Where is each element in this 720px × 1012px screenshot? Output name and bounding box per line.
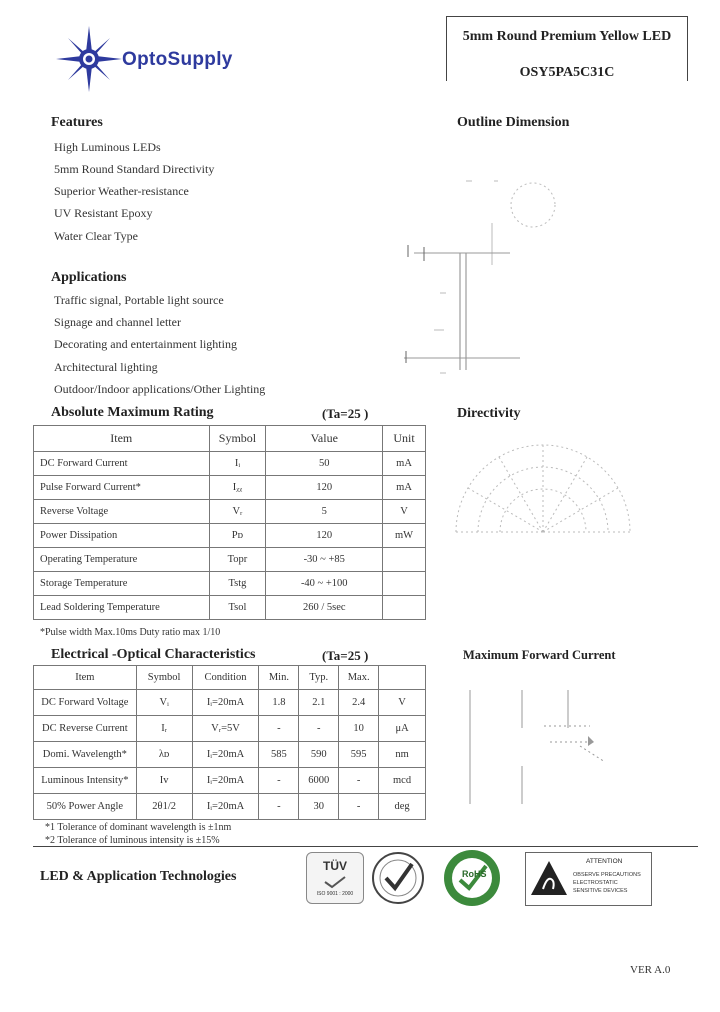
- tolerance-note-1: *1 Tolerance of dominant wavelength is ±1nm: [45, 822, 232, 833]
- check-icon: [323, 875, 347, 889]
- table-cell: nm: [379, 742, 426, 768]
- list-item: Decorating and entertainment lighting: [54, 337, 237, 351]
- table-cell: 6000: [299, 768, 339, 794]
- column-header: Item: [34, 426, 210, 452]
- table-cell: Iᵢ=20mA: [192, 794, 259, 820]
- title-box: [446, 16, 688, 81]
- table-cell: Topr: [209, 548, 266, 572]
- table-cell: Vᵣ: [209, 500, 266, 524]
- table-cell: Vᵣ=5V: [192, 716, 259, 742]
- column-header: Unit: [383, 426, 426, 452]
- electro-optical-table: [33, 665, 426, 820]
- column-header: Symbol: [136, 666, 192, 690]
- table-cell: mA: [383, 476, 426, 500]
- table-cell: 595: [339, 742, 379, 768]
- table-row: [34, 690, 426, 716]
- table-cell: λᴅ: [136, 742, 192, 768]
- table-cell: 2.4: [339, 690, 379, 716]
- table-cell: -40 ~ +100: [266, 572, 383, 596]
- table-row: [34, 524, 426, 548]
- abs-max-condition: (Ta=25 ): [322, 406, 369, 421]
- table-cell: deg: [379, 794, 426, 820]
- list-item: Outdoor/Indoor applications/Other Lighting: [54, 382, 266, 396]
- column-header: Symbol: [209, 426, 266, 452]
- table-cell: 1.8: [259, 690, 299, 716]
- table-cell: DC Forward Current: [34, 452, 210, 476]
- table-cell: mA: [383, 452, 426, 476]
- table-cell: 590: [299, 742, 339, 768]
- table-cell: Pulse Forward Current*: [34, 476, 210, 500]
- table-cell: Lead Soldering Temperature: [34, 596, 210, 620]
- rohs-label: RoHS: [462, 869, 487, 879]
- table-cell: -: [299, 716, 339, 742]
- directivity-chart: [448, 440, 638, 540]
- max-forward-heading: Maximum Forward Current: [463, 648, 616, 662]
- certification-badge-icon: [370, 850, 426, 906]
- table-cell: V: [383, 500, 426, 524]
- abs-max-table: [33, 425, 426, 620]
- part-number: OSY5PA5C31C: [519, 65, 615, 80]
- table-cell: Iᵢ=20mA: [192, 768, 259, 794]
- company-name: LED & Application Technologies: [40, 869, 237, 884]
- table-cell: DC Forward Voltage: [34, 690, 137, 716]
- table-cell: 260 / 5sec: [266, 596, 383, 620]
- table-cell: Tsol: [209, 596, 266, 620]
- footer-divider: [33, 846, 698, 847]
- electro-optical-condition: (Ta=25 ): [322, 648, 369, 663]
- table-cell: 585: [259, 742, 299, 768]
- attention-title: ATTENTION: [586, 858, 623, 865]
- outline-drawing: [400, 165, 600, 385]
- electro-optical-heading: Electrical -Optical Characteristics: [51, 647, 256, 662]
- table-cell: -: [259, 716, 299, 742]
- table-row: [34, 794, 426, 820]
- table-cell: 120: [266, 524, 383, 548]
- table-cell: 10: [339, 716, 379, 742]
- table-row: [34, 572, 426, 596]
- table-cell: Tstg: [209, 572, 266, 596]
- table-cell: Storage Temperature: [34, 572, 210, 596]
- table-cell: 50% Power Angle: [34, 794, 137, 820]
- table-header-row: [34, 426, 426, 452]
- max-forward-chart: [460, 680, 620, 810]
- table-cell: Pᴅ: [209, 524, 266, 548]
- logo-star-icon: [56, 26, 122, 92]
- version-label: VER A.0: [630, 964, 671, 976]
- table-cell: Power Dissipation: [34, 524, 210, 548]
- table-row: [34, 476, 426, 500]
- abs-max-heading: Absolute Maximum Rating: [51, 405, 214, 420]
- table-cell: Operating Temperature: [34, 548, 210, 572]
- table-row: [34, 596, 426, 620]
- tuv-badge: [306, 852, 364, 904]
- list-item: Superior Weather-resistance: [54, 184, 189, 198]
- table-cell: Iᵣ: [136, 716, 192, 742]
- list-item: Signage and channel letter: [54, 315, 181, 329]
- table-cell: -30 ~ +85: [266, 548, 383, 572]
- table-row: [34, 716, 426, 742]
- table-header-row: [34, 666, 426, 690]
- table-cell: DC Reverse Current: [34, 716, 137, 742]
- column-header: Value: [266, 426, 383, 452]
- list-item: High Luminous LEDs: [54, 140, 161, 154]
- table-cell: 5: [266, 500, 383, 524]
- attention-text: OBSERVE PRECAUTIONS ELECTROSTATIC SENSITIVE DEVICES: [573, 872, 641, 894]
- table-cell: 2.1: [299, 690, 339, 716]
- table-row: [34, 768, 426, 794]
- table-cell: [383, 572, 426, 596]
- table-cell: 30: [299, 794, 339, 820]
- column-header: Min.: [259, 666, 299, 690]
- abs-max-note: *Pulse width Max.10ms Duty ratio max 1/10: [40, 627, 221, 638]
- table-cell: mcd: [379, 768, 426, 794]
- column-header: Typ.: [299, 666, 339, 690]
- table-cell: μA: [379, 716, 426, 742]
- table-cell: Luminous Intensity*: [34, 768, 137, 794]
- list-item: Architectural lighting: [54, 360, 158, 374]
- tolerance-note-2: *2 Tolerance of luminous intensity is ±15%: [45, 835, 220, 846]
- table-cell: 120: [266, 476, 383, 500]
- table-cell: Iᵢ: [209, 452, 266, 476]
- product-title: 5mm Round Premium Yellow LED: [462, 29, 672, 44]
- column-header: Condition: [192, 666, 259, 690]
- list-item: Water Clear Type: [54, 229, 138, 243]
- logo: [56, 26, 276, 96]
- table-cell: -: [259, 768, 299, 794]
- table-cell: -: [339, 768, 379, 794]
- table-cell: Iv: [136, 768, 192, 794]
- table-cell: Reverse Voltage: [34, 500, 210, 524]
- esd-warning-icon: [529, 859, 569, 899]
- directivity-heading: Directivity: [457, 406, 521, 421]
- table-cell: [383, 548, 426, 572]
- list-item: UV Resistant Epoxy: [54, 206, 153, 220]
- table-row: [34, 500, 426, 524]
- tuv-label: TÜV: [323, 859, 347, 873]
- features-heading: Features: [51, 115, 103, 130]
- table-row: [34, 742, 426, 768]
- esd-attention-box: [525, 852, 652, 906]
- outline-heading: Outline Dimension: [457, 115, 570, 130]
- table-cell: Vᵢ: [136, 690, 192, 716]
- table-cell: [383, 596, 426, 620]
- table-cell: V: [379, 690, 426, 716]
- list-item: Traffic signal, Portable light source: [54, 293, 224, 307]
- brand-name: OptoSupply: [122, 49, 233, 70]
- list-item: 5mm Round Standard Directivity: [54, 162, 215, 176]
- applications-heading: Applications: [51, 270, 127, 285]
- table-row: [34, 452, 426, 476]
- iso-label: ISO 9001 : 2000: [316, 891, 354, 897]
- column-header: Max.: [339, 666, 379, 690]
- table-cell: 2θ1/2: [136, 794, 192, 820]
- table-cell: mW: [383, 524, 426, 548]
- table-cell: Domi. Wavelength*: [34, 742, 137, 768]
- column-header: [379, 666, 426, 690]
- column-header: Item: [34, 666, 137, 690]
- table-cell: Iᵢ=20mA: [192, 742, 259, 768]
- table-cell: -: [339, 794, 379, 820]
- table-cell: -: [259, 794, 299, 820]
- table-cell: Iᵪᵪ: [209, 476, 266, 500]
- table-row: [34, 548, 426, 572]
- table-cell: Iᵢ=20mA: [192, 690, 259, 716]
- table-cell: 50: [266, 452, 383, 476]
